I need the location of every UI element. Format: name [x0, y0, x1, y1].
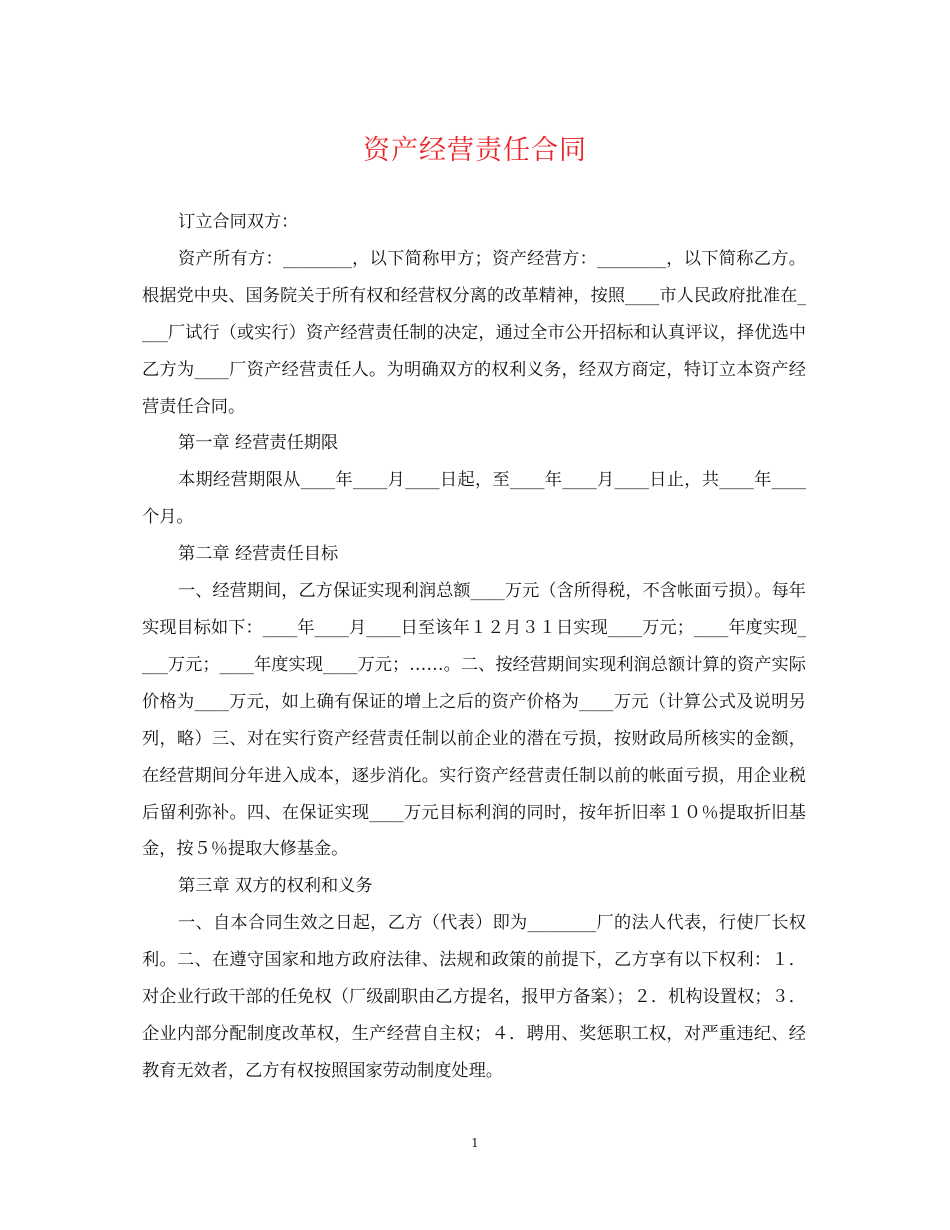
chapter-3-heading: 第三章 双方的权利和义务 [178, 876, 373, 897]
page-number: 1 [471, 1136, 479, 1150]
paragraph-parties-intro: 订立合同双方： [178, 212, 299, 232]
paragraph-targets: 一、经营期间，乙方保证实现利润总额____万元（含所得税，不含帐面亏损）。每年实现目标如下：____年____月____日至该年１２月３１日实现____万元；____年度实现____万元；____年度实现____万元；……。二、按经营期间实现利润总额计算的资产实际价格为____万元，如上确有保证的增上之后的资产价格为____万元（计算公式及说明另列，略）三、对在实行资产经营责任制以前企业的潜在亏损，按财政局所核实的金额，在经营期间分年进入成本，逐步消化。实行资产经营责任制以前的帐面亏损，用企业税后留利弥补。四、在保证实现____万元目标利润的同时，按年折旧率１０％提取折旧基金，按５％提取大修基金。 [142, 581, 806, 860]
chapter-1-heading: 第一章 经营责任期限 [178, 433, 339, 454]
chapter-2-heading: 第二章 经营责任目标 [178, 544, 339, 565]
paragraph-rights: 一、自本合同生效之日起，乙方（代表）即为________厂的法人代表，行使厂长权利。二、在遵守国家和地方政府法律、法规和政策的前提下，乙方享有以下权利：１．对企业行政干部的任免权（厂级副职由乙方提名，报甲方备案）；２．机构设置权；３．企业内部分配制度改革权，生产经营自主权；４．聘用、奖惩职工权，对严重违纪、经教育无效者，乙方有权按照国家劳动制度处理。 [142, 913, 806, 1081]
paragraph-preamble: 资产所有方：________，以下简称甲方；资产经营方：________，以下简称乙方。根据党中央、国务院关于所有权和经营权分离的改革精神，按照____市人民政府批准在____厂试行（或实行）资产经营责任制的决定，通过全市公开招标和认真评议，择优选中乙方为____厂资产经营责任人。为明确双方的权利义务，经双方商定，特订立本资产经营责任合同。 [142, 248, 806, 417]
document-title: 资产经营责任合同 [363, 135, 587, 166]
paragraph-term: 本期经营期限从____年____月____日起，至____年____月____日止，共____年____个月。 [142, 470, 806, 528]
document-body [142, 204, 806, 1090]
